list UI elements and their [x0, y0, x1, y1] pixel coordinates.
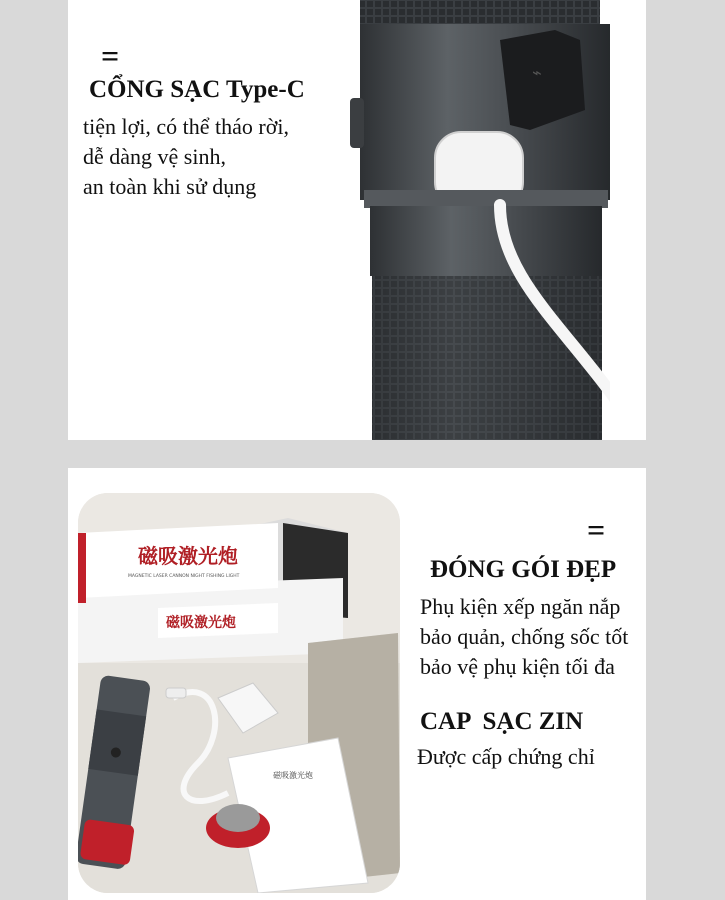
packaging-heading: ĐÓNG GÓI ĐẸP — [430, 556, 617, 583]
box-subtitle-text: MAGNETIC LASER CANNON NIGHT FISHING LIGHT — [128, 574, 240, 579]
packaging-photo — [78, 493, 400, 893]
top-line-1: tiện lợi, có thể tháo rời, — [83, 114, 289, 139]
svg-text:⌁: ⌁ — [532, 63, 542, 82]
type-c-port-photo — [350, 0, 610, 440]
equals-mark: = — [101, 38, 120, 74]
box-front-title-text: 磁吸激光炮 — [166, 615, 236, 631]
box-title-text: 磁吸激光炮 — [138, 544, 238, 568]
packaging-line-3: bảo vệ phụ kiện tối đa — [420, 654, 615, 679]
type-c-heading: CỔNG SẠC Type-C — [89, 76, 305, 103]
flashlight-closeup-image — [350, 0, 610, 440]
manual-title-text: 磁吸激光炮 — [273, 771, 313, 780]
package-contents-image — [78, 493, 400, 893]
packaging-line-2: bảo quản, chống sốc tốt — [420, 624, 629, 649]
equals-mark-2: = — [587, 512, 606, 548]
cable-heading: CAP SẠC ZIN — [420, 708, 584, 735]
top-line-3: an toàn khi sử dụng — [83, 174, 257, 199]
cable-certificate-line: Được cấp chứng chỉ — [417, 744, 595, 769]
top-line-2: dễ dàng vệ sinh, — [83, 144, 226, 169]
packaging-line-1: Phụ kiện xếp ngăn nắp — [420, 594, 621, 619]
